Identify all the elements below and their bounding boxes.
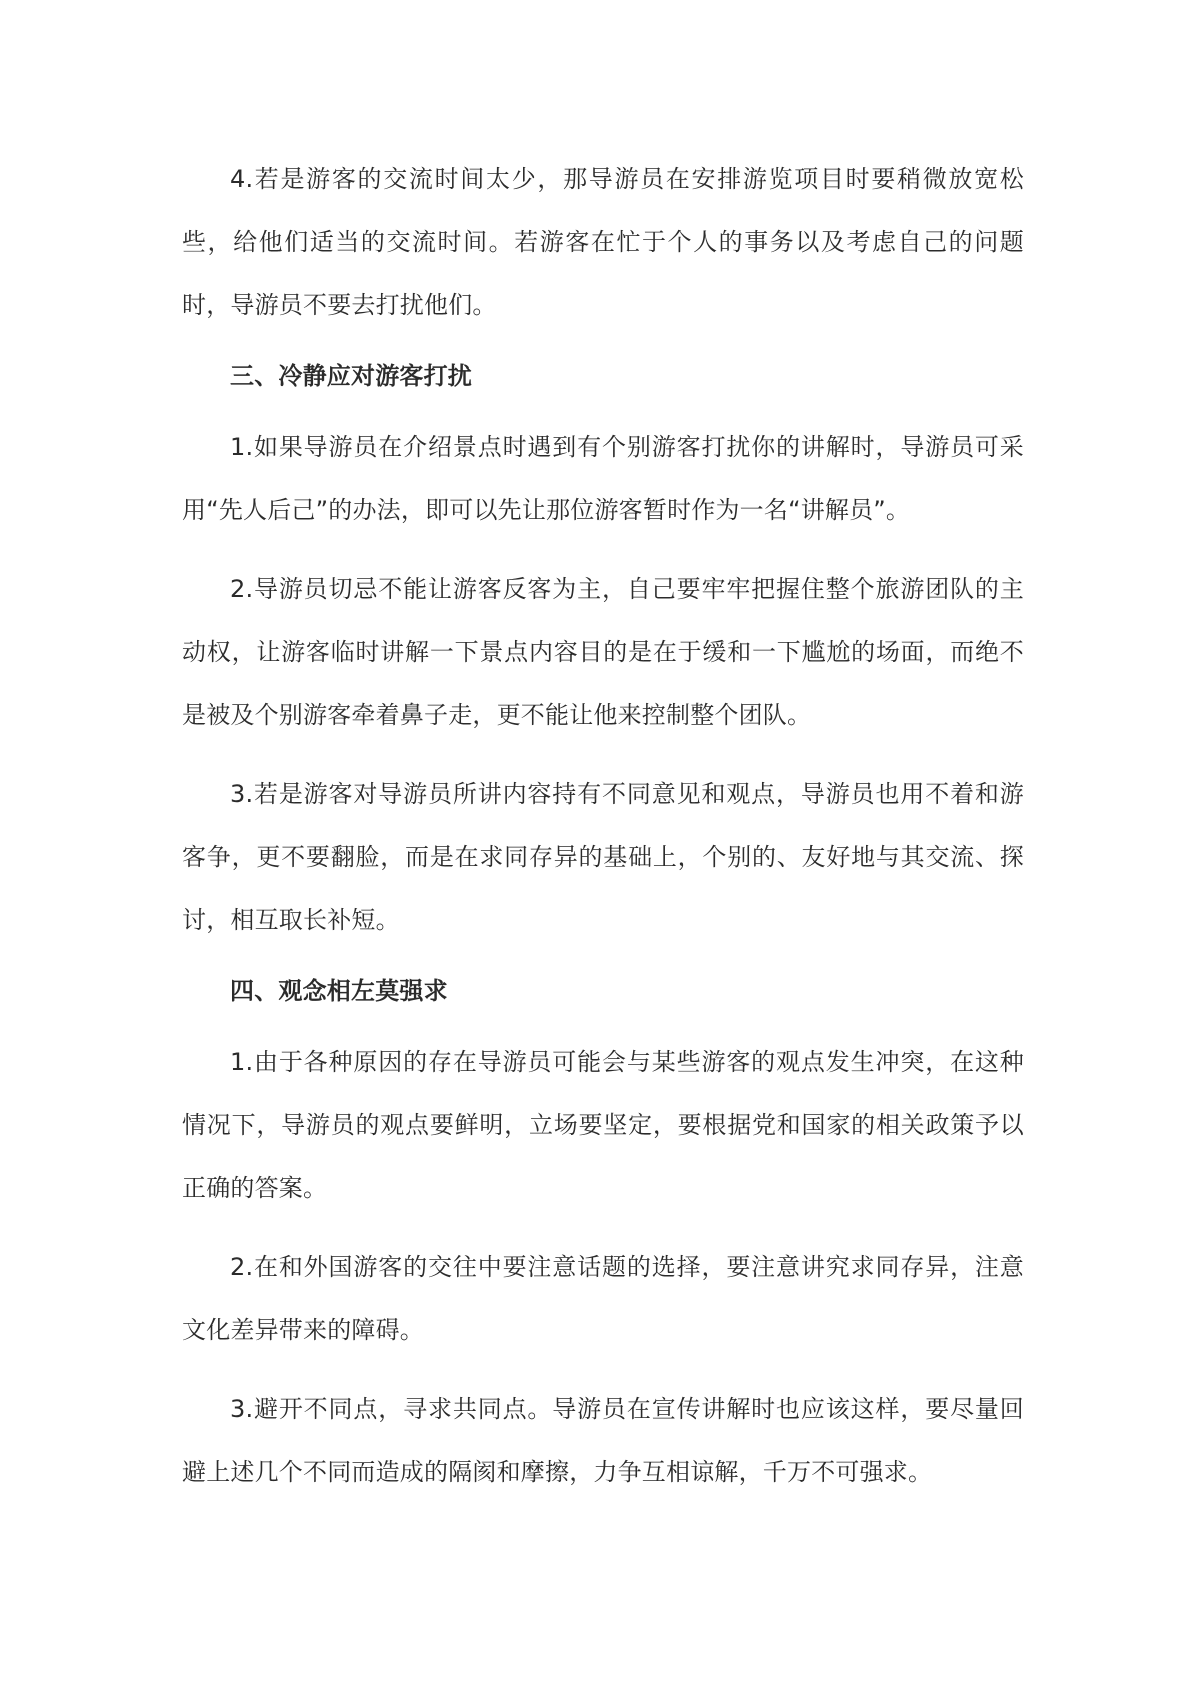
paragraph-4-2: 2.在和外国游客的交往中要注意话题的选择，要注意讲究求同存异，注意文化差异带来的障碍。 [182,1253,1024,1344]
paragraph-3-1: 1.如果导游员在介绍景点时遇到有个别游客打扰你的讲解时，导游员可采用“先人后己”的办法，即可以先让那位游客暂时作为一名“讲解员”。 [182,433,1024,524]
paragraph-4-3: 3.避开不同点，寻求共同点。导游员在宣传讲解时也应该这样，要尽量回避上述几个不同而造成的隔阂和摩擦，力争互相谅解，千万不可强求。 [182,1395,1024,1486]
section-heading-4: 四、观念相左莫强求 [230,977,448,1005]
paragraph-3-3: 3.若是游客对导游员所讲内容持有不同意见和观点，导游员也用不着和游客争，更不要翻脸，而是在求同存异的基础上，个别的、友好地与其交流、探讨，相互取长补短。 [182,780,1024,934]
document-body [182,148,1024,1520]
paragraph-3-2: 2.导游员切忌不能让游客反客为主，自己要牢牢把握住整个旅游团队的主动权，让游客临时讲解一下景点内容目的是在于缓和一下尴尬的场面，而绝不是被及个别游客牵着鼻子走，更不能让他来控制整个团队。 [182,575,1024,729]
paragraph-4-communication-time: 4.若是游客的交流时间太少，那导游员在安排游览项目时要稍微放宽松些，给他们适当的交流时间。若游客在忙于个人的事务以及考虑自己的问题时，导游员不要去打扰他们。 [182,165,1024,319]
paragraph-4-1: 1.由于各种原因的存在导游员可能会与某些游客的观点发生冲突，在这种情况下，导游员的观点要鲜明，立场要坚定，要根据党和国家的相关政策予以正确的答案。 [182,1048,1024,1202]
section-heading-3: 三、冷静应对游客打扰 [230,362,472,390]
